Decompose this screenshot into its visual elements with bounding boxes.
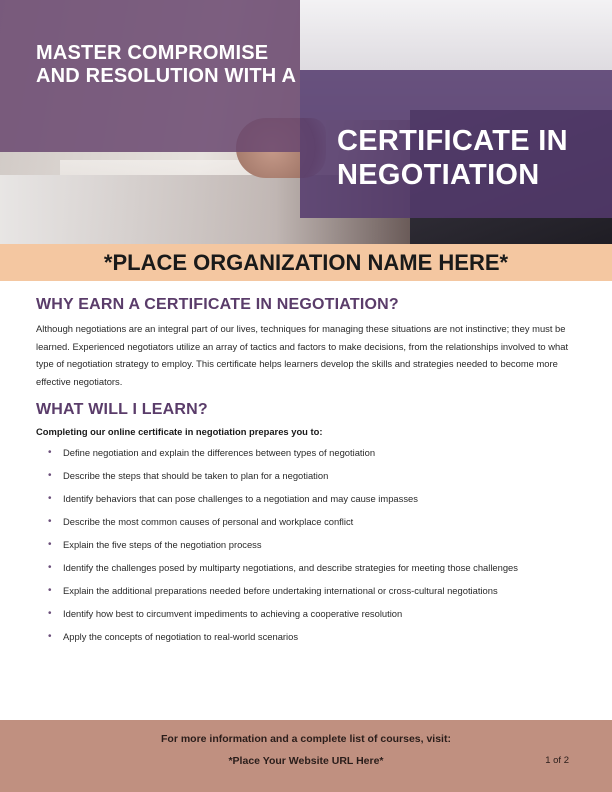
bullet-icon: • (48, 631, 52, 642)
list-item-text: Describe the steps that should be taken to plan for a negotiation (63, 470, 329, 481)
bullet-icon: • (48, 470, 52, 481)
organization-bar (0, 244, 612, 281)
list-item-text: Identify behaviors that can pose challenges to a negotiation and may cause impasses (63, 493, 418, 504)
list-item-text: Apply the concepts of negotiation to real-world scenarios (63, 631, 299, 642)
list-item (48, 630, 568, 643)
learn-heading: WHAT WILL I LEARN? (36, 401, 208, 418)
hero-title-right: CERTIFICATE IN NEGOTIATION (337, 125, 568, 191)
list-item (48, 607, 568, 620)
list-item (48, 515, 568, 528)
bullet-icon: • (48, 539, 52, 550)
hero-title-left: MASTER COMPROMISE AND RESOLUTION WITH A (36, 42, 297, 87)
bullet-icon: • (48, 608, 52, 619)
page-number: 1 of 2 (545, 755, 569, 766)
learn-lead: Completing our online certificate in negotiation prepares you to: (36, 426, 323, 437)
footer (0, 720, 612, 792)
list-item-text: Explain the additional preparations needed before undertaking international or cross-cultural negotiations (63, 585, 498, 596)
list-item-text: Describe the most common causes of personal and workplace conflict (63, 516, 354, 527)
learn-list (48, 446, 568, 653)
hero-banner (0, 0, 612, 244)
list-item (48, 446, 568, 459)
list-item (48, 538, 568, 551)
organization-name: *PLACE ORGANIZATION NAME HERE* (103, 249, 509, 275)
list-item (48, 561, 568, 574)
list-item-text: Identify the challenges posed by multiparty negotiations, and describe strategies for meeting those challenges (63, 562, 518, 573)
why-heading: WHY EARN A CERTIFICATE IN NEGOTIATION? (36, 296, 399, 313)
list-item (48, 584, 568, 597)
why-body: Although negotiations are an integral part of our lives, techniques for managing these situations are not instinctive; they must be learned. Experienced negotiators utilize an array of tactics and factors to make decisions, from the relationships involved to what type of negotiation strategy to employ. This certificate helps learners develop the skills and strategies needed to become more effective negotiators. (36, 323, 569, 387)
bullet-icon: • (48, 493, 52, 504)
list-item-text: Define negotiation and explain the differences between types of negotiation (63, 447, 376, 458)
list-item-text: Explain the five steps of the negotiation process (63, 539, 262, 550)
list-item (48, 492, 568, 505)
bullet-icon: • (48, 447, 52, 458)
list-item-text: Identify how best to circumvent impediments to achieving a cooperative resolution (63, 608, 403, 619)
bullet-icon: • (48, 562, 52, 573)
footer-info-text: For more information and a complete list of courses, visit: (161, 733, 451, 745)
bullet-icon: • (48, 516, 52, 527)
list-item (48, 469, 568, 482)
footer-website-url[interactable]: *Place Your Website URL Here* (228, 755, 384, 767)
bullet-icon: • (48, 585, 52, 596)
